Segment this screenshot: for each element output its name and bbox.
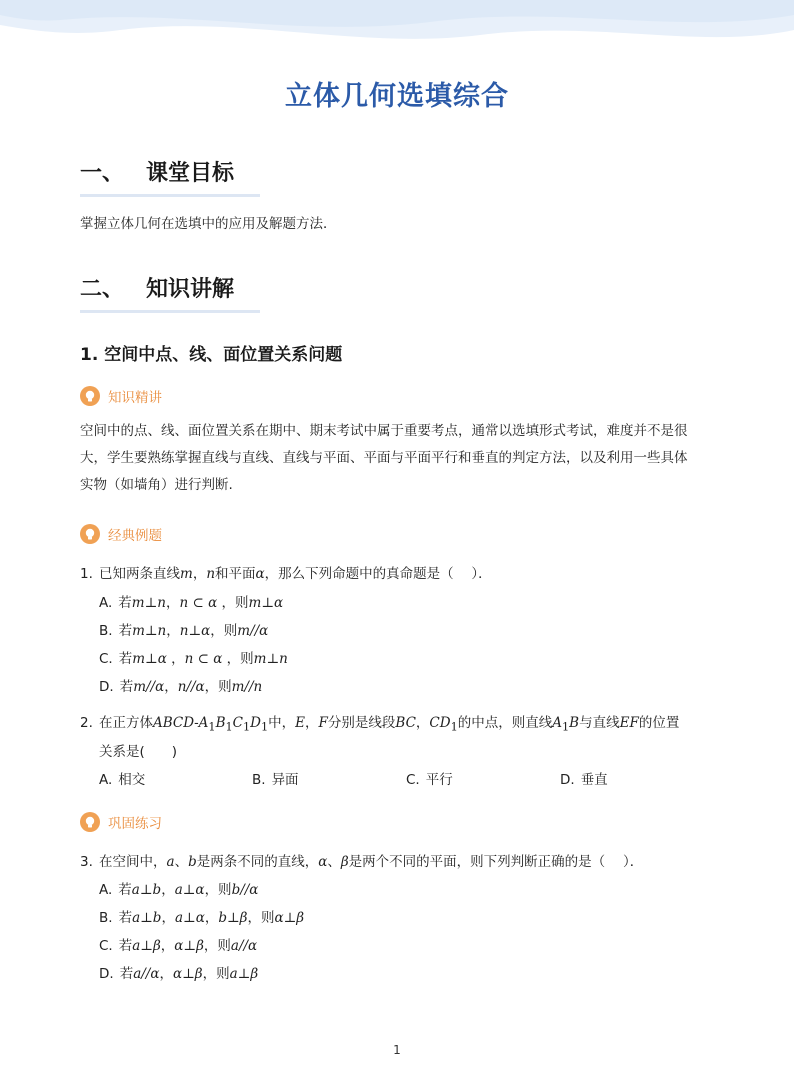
text: 的位置	[638, 715, 680, 731]
option-label: A.	[99, 882, 113, 898]
math: n//α	[177, 679, 205, 695]
option-1a	[99, 591, 283, 611]
tag-label: 知识精讲	[108, 390, 162, 406]
math: a⊥b	[132, 910, 162, 926]
text: 若	[118, 938, 133, 954]
math: b	[188, 854, 197, 870]
section-underline	[80, 194, 260, 197]
option-1d	[99, 675, 262, 695]
text: ，则	[222, 651, 254, 667]
option-2d	[560, 768, 608, 788]
option-label: D.	[99, 966, 114, 982]
knowledge-line-3: 实物（如墙角）进行判断.	[80, 477, 233, 493]
section-underline	[80, 310, 260, 313]
subscript: 1	[450, 720, 458, 734]
text: ，	[166, 651, 185, 667]
math: a//α	[133, 966, 160, 982]
text: ，则	[247, 910, 275, 926]
math: F	[318, 715, 328, 731]
text: 若	[118, 910, 133, 926]
section-number: 二、	[80, 277, 125, 302]
text: 垂直	[580, 772, 608, 788]
math: n⊥α	[179, 623, 211, 639]
text: 在正方体	[99, 715, 153, 731]
section-title: 课堂目标	[146, 161, 235, 186]
option-label: B.	[99, 623, 113, 639]
text: 与直线	[579, 715, 620, 731]
text: ，则	[203, 938, 231, 954]
lightbulb-icon	[80, 812, 100, 832]
option-label: A.	[99, 595, 113, 611]
math: m	[180, 566, 193, 582]
math: ABCD	[153, 715, 195, 731]
subscript: 1	[225, 720, 233, 734]
tag-practice	[80, 812, 162, 832]
math: α⊥β	[172, 966, 203, 982]
subscript: 1	[243, 720, 251, 734]
text: ，那么下列命题中的真命题是（ ）．	[264, 566, 492, 582]
text: 是两条不同的直线，	[196, 854, 319, 870]
text: 、	[327, 854, 341, 870]
text: 的中点，则直线	[457, 715, 553, 731]
text: 是两个不同的平面，则下列判断正确的是（ ）．	[348, 854, 644, 870]
option-2c	[406, 768, 453, 788]
option-3c	[99, 934, 257, 954]
option-label: D.	[99, 679, 114, 695]
math: a	[166, 854, 175, 870]
text: ，则	[204, 679, 232, 695]
option-label: C.	[99, 651, 113, 667]
math: a⊥β	[229, 966, 259, 982]
math: a⊥α	[174, 882, 205, 898]
option-label: D.	[560, 772, 575, 788]
knowledge-line-2: 大，学生要熟练掌握直线与直线、直线与平面、平面与平面平行和垂直的判定方法，以及利用一些具体	[80, 450, 688, 466]
math: m⊥n	[253, 651, 288, 667]
math: E	[295, 715, 306, 731]
text: ，	[415, 715, 430, 731]
subscript: 1	[208, 720, 216, 734]
text: ，则	[202, 966, 230, 982]
math: B	[569, 715, 580, 731]
math: a⊥α	[174, 910, 205, 926]
math: n	[206, 566, 216, 582]
option-3b	[99, 906, 304, 926]
math: a⊥β	[132, 938, 161, 954]
math: m⊥α	[248, 595, 284, 611]
text: 平行	[425, 772, 453, 788]
text: 若	[119, 966, 134, 982]
math: m⊥α	[132, 651, 167, 667]
text: ，	[305, 715, 319, 731]
math: n ⊂ α	[179, 595, 218, 611]
text: 和平面	[215, 566, 256, 582]
option-label: C.	[406, 772, 420, 788]
math: m⊥n	[132, 623, 167, 639]
subscript: 1	[261, 720, 269, 734]
tag-label: 经典例题	[108, 528, 162, 544]
option-1c	[99, 647, 288, 667]
math: a//α	[230, 938, 258, 954]
text: 若	[118, 595, 132, 611]
section-heading-knowledge	[80, 272, 234, 303]
question-2	[80, 711, 679, 734]
text: ，	[164, 679, 178, 695]
text: 若	[118, 623, 133, 639]
text: 若	[118, 882, 132, 898]
goal-text: 掌握立体几何在选填中的应用及解题方法．	[80, 216, 337, 232]
question-1	[80, 562, 492, 582]
option-3a	[99, 878, 258, 898]
text: ，	[161, 882, 175, 898]
question-number: 1.	[80, 566, 93, 582]
section-title: 知识讲解	[146, 277, 235, 302]
math: m//n	[231, 679, 263, 695]
text: ，	[159, 966, 173, 982]
text: ，	[192, 566, 207, 582]
text: ，	[161, 910, 175, 926]
math: -	[194, 715, 199, 731]
section-heading-goals	[80, 156, 234, 187]
knowledge-line-1: 空间中的点、线、面位置关系在期中、期末考试中属于重要考点，通常以选填形式考试，难度并不是很	[80, 423, 688, 439]
text: ，	[160, 938, 175, 954]
text: ，	[166, 623, 180, 639]
question-3	[80, 850, 643, 870]
subsection-title: 1. 空间中点、线、面位置关系问题	[80, 345, 343, 365]
math: b⊥β	[218, 910, 248, 926]
section-number: 一、	[80, 161, 125, 186]
header-wave-decoration	[0, 0, 794, 60]
option-1b	[99, 619, 268, 639]
text: 中，	[268, 715, 296, 731]
math: EF	[619, 715, 639, 731]
option-3d	[99, 962, 258, 982]
math: α	[318, 854, 328, 870]
question-number: 2.	[80, 715, 93, 731]
option-2b	[252, 768, 299, 788]
tag-label: 巩固练习	[108, 816, 162, 832]
document-title: 立体几何选填综合	[285, 81, 509, 112]
option-label: B.	[99, 910, 113, 926]
math: β	[340, 854, 349, 870]
text: 若	[118, 651, 133, 667]
page-number: 1	[393, 1043, 401, 1057]
option-label: A.	[99, 772, 113, 788]
math: α	[255, 566, 265, 582]
math: CD	[429, 715, 451, 731]
math: A	[198, 715, 209, 731]
lightbulb-icon	[80, 524, 100, 544]
math: α⊥β	[174, 938, 204, 954]
math: m//α	[133, 679, 165, 695]
math: BC	[395, 715, 416, 731]
math: D	[250, 715, 261, 731]
text: 异面	[271, 772, 299, 788]
text: 已知两条直线	[99, 566, 180, 582]
text: ，	[166, 595, 180, 611]
option-label: C.	[99, 938, 113, 954]
math: A	[552, 715, 562, 731]
math: C	[232, 715, 243, 731]
math: α⊥β	[274, 910, 305, 926]
lightbulb-icon	[80, 386, 100, 406]
tag-example	[80, 524, 162, 544]
text: 、	[174, 854, 189, 870]
question-number: 3.	[80, 854, 93, 870]
math: m//α	[237, 623, 269, 639]
text: ，则	[210, 623, 238, 639]
option-2a	[99, 768, 145, 788]
math: m⊥n	[131, 595, 166, 611]
tag-knowledge	[80, 386, 162, 406]
question-2-line-2: 关系是( )	[99, 744, 178, 760]
text: ，	[204, 910, 219, 926]
text: 在空间中，	[99, 854, 167, 870]
text: ，则	[204, 882, 232, 898]
math: b//α	[231, 882, 259, 898]
text: 若	[119, 679, 134, 695]
math: B	[215, 715, 226, 731]
subscript: 1	[562, 720, 570, 734]
text: 相交	[118, 772, 146, 788]
text: 分别是线段	[327, 715, 396, 731]
math: a⊥b	[131, 882, 162, 898]
math: n ⊂ α	[184, 651, 223, 667]
text: ，则	[217, 595, 249, 611]
option-label: B.	[252, 772, 266, 788]
